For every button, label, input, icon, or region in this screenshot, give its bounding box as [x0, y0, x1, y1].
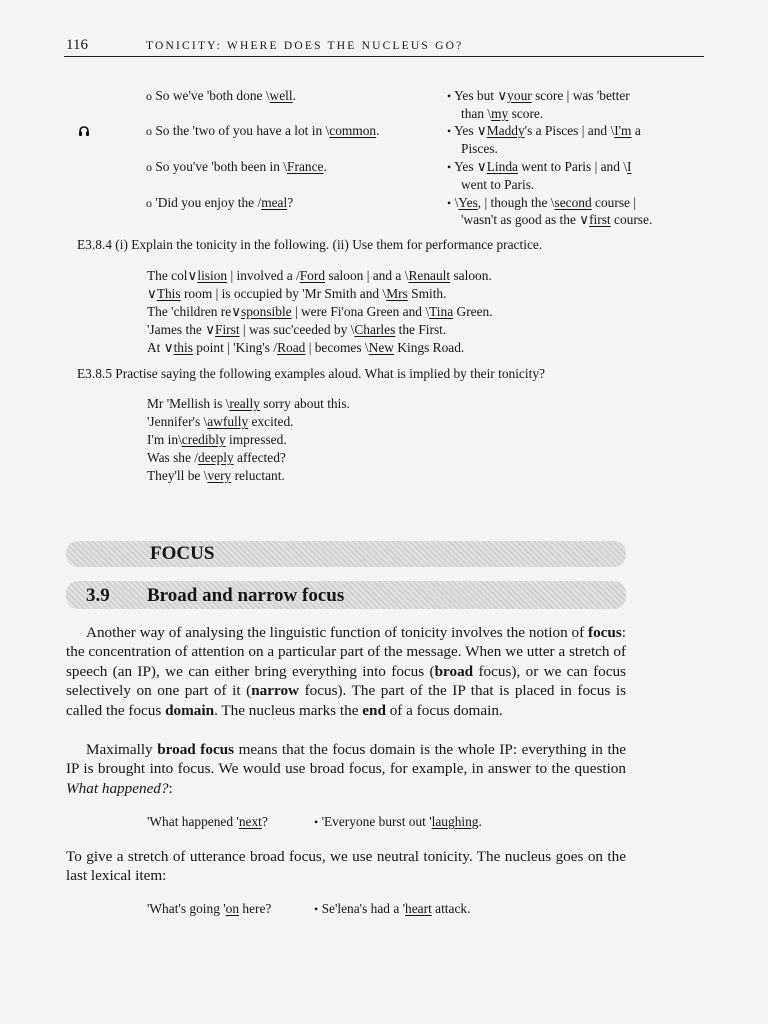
text-segment: score | was 'better: [531, 88, 630, 103]
example-line: [147, 339, 493, 357]
example-question-1: [147, 814, 268, 830]
tone-mark: ∨: [476, 159, 487, 174]
list-marker: o: [146, 160, 152, 174]
nucleus-word: lision: [197, 268, 228, 283]
text-segment: 'What happened ': [147, 814, 239, 829]
dialog-left-3: [146, 158, 327, 176]
dialog-right-4: [447, 194, 636, 212]
text-segment: ∨: [231, 304, 242, 319]
tone-mark: \: [454, 195, 459, 210]
answer-text: [322, 814, 482, 829]
nucleus-word: really: [229, 396, 260, 411]
nucleus-word: on: [225, 901, 240, 916]
tone-mark: \: [325, 123, 330, 138]
text-segment: So we've 'both done: [155, 88, 266, 103]
text-segment: .: [376, 123, 380, 138]
text-segment: room | is occupied by 'Mr Smith and: [180, 286, 383, 301]
text-segment: \: [382, 286, 387, 301]
nucleus-word: Road: [277, 340, 306, 355]
dialog-left-4: [146, 194, 293, 212]
text-segment: 'What's going ': [147, 901, 226, 916]
tone-mark: /: [257, 195, 262, 210]
text-segment: point | 'King's: [192, 340, 274, 355]
text-segment: /: [296, 268, 300, 283]
bullet: •: [447, 124, 452, 138]
nucleus-word: Tina: [429, 304, 454, 319]
text-segment: Smith.: [407, 286, 447, 301]
text-segment: Pisces.: [461, 141, 498, 156]
text-segment: affected?: [233, 450, 286, 465]
italic-text: What happened?: [66, 779, 169, 797]
nucleus-word: Mrs: [386, 286, 408, 301]
paragraph-text: [66, 740, 626, 798]
example-line: [147, 285, 493, 303]
bold-term: broad focus: [157, 741, 235, 758]
dialog-left-1: [146, 87, 296, 105]
text-segment: : the concentration of attention on a particular part of the message. When we utter a stretch of speech (an IP), we can either bring everything into focus (: [66, 624, 626, 680]
nucleus-word: New: [368, 340, 394, 355]
nucleus-word: I'm: [614, 123, 632, 138]
exercise-list-e384: [147, 267, 493, 357]
text-segment: :: [168, 779, 173, 797]
nucleus-word: I: [627, 159, 632, 174]
text-segment: 'wasn't as good as the: [461, 212, 580, 227]
dialog-left-2: [146, 122, 379, 140]
example-line: [147, 303, 493, 321]
section-title: Broad and narrow focus: [147, 585, 345, 606]
example-question-2: [147, 901, 271, 917]
nucleus-word: very: [207, 468, 232, 483]
nucleus-word: sponsible: [241, 304, 292, 319]
text-segment: 'Did you enjoy the: [155, 195, 258, 210]
text-segment: went to Paris | and: [517, 159, 624, 174]
text-segment: At: [147, 340, 164, 355]
text-segment: So you've 'both been in: [155, 159, 284, 174]
bullet: •: [447, 160, 452, 174]
text-segment: focus). The part of the IP that is placed in focus is called the focus: [66, 682, 626, 719]
example-line: [147, 267, 493, 285]
text-segment: course |: [591, 195, 637, 210]
text-segment: impressed.: [225, 432, 287, 447]
nucleus-word: awfully: [207, 414, 249, 429]
text-segment: here?: [239, 901, 272, 916]
dialog-right-3: [447, 158, 631, 176]
example-line: [147, 467, 350, 485]
bold-term: domain: [165, 701, 215, 719]
text-segment: | becomes: [305, 340, 365, 355]
dialog-right-4-line2: [461, 211, 652, 229]
text-segment: Yes: [454, 159, 477, 174]
nucleus-word: France: [287, 159, 324, 174]
nucleus-word: well: [269, 88, 293, 103]
example-line: [147, 449, 350, 467]
text-segment: \: [203, 468, 208, 483]
answer-text: [322, 901, 471, 916]
text-segment: Yes: [454, 123, 477, 138]
list-marker: o: [146, 196, 152, 210]
text-segment: Yes but: [454, 88, 498, 103]
bold-term: broad: [434, 662, 474, 680]
text-segment: /: [194, 450, 198, 465]
text-segment: ∨: [147, 286, 157, 301]
text-segment: ?: [261, 814, 268, 829]
nucleus-word: common: [329, 123, 377, 138]
text-segment: than: [461, 106, 488, 121]
text-segment: \: [404, 268, 409, 283]
exercise-heading-e385: E3.8.5 Practise saying the following examples aloud. What is implied by their tonicity?: [77, 366, 545, 381]
nucleus-word: Charles: [354, 322, 396, 337]
example-line: [147, 395, 350, 413]
example-answer-2: [314, 901, 470, 917]
text-segment: sorry about this.: [259, 396, 350, 411]
nucleus-word: Renault: [408, 268, 451, 283]
dialog-right-1: [447, 87, 630, 105]
nucleus-word: next: [238, 814, 262, 829]
text-segment: Mr 'Mellish is: [147, 396, 226, 411]
dialog-right-3-line2: [461, 176, 534, 194]
text-segment: of a focus domain.: [385, 701, 503, 719]
nucleus-word: meal: [261, 195, 288, 210]
nucleus-word: this: [173, 340, 193, 355]
example-line: [147, 431, 350, 449]
paragraph-text: To give a stretch of utterance broad focus, we use neutral tonicity. The nucleus goes on the last lexical item:: [66, 848, 626, 885]
text-segment: .: [292, 88, 296, 103]
nucleus-word: Linda: [486, 159, 518, 174]
text-segment: \: [225, 396, 230, 411]
text-segment: saloon | and a: [325, 268, 405, 283]
text-segment: , | though the: [477, 195, 551, 210]
text-segment: means that the focus domain is the whole IP: everything in the IP is brought into focus. We would use broad focus, for example, in answer to the question: [66, 741, 627, 778]
text-segment: focus), or we can focus selectively on one part of it (: [66, 662, 626, 700]
text-segment: ∨: [187, 268, 198, 283]
text-segment: reluctant.: [231, 468, 285, 483]
text-segment: | involved a: [227, 268, 296, 283]
tone-mark: \: [265, 88, 270, 103]
text-segment: The col: [147, 268, 188, 283]
paragraph-2: [66, 740, 626, 798]
bullet: •: [314, 815, 319, 829]
header-rule: [64, 56, 704, 57]
bullet: •: [447, 196, 452, 210]
nucleus-word: second: [554, 195, 592, 210]
dialog-right-1-line2: [461, 105, 543, 123]
nucleus-word: laughing: [431, 814, 479, 829]
tone-mark: \: [550, 195, 555, 210]
example-line: [147, 321, 493, 339]
tone-mark: \: [623, 159, 628, 174]
text-segment: ?: [287, 195, 294, 210]
tone-mark: \: [283, 159, 288, 174]
text-segment: Was she: [147, 450, 195, 465]
text-segment: Another way of analysing the linguistic function of tonicity involves the notion of: [86, 624, 589, 641]
nucleus-word: This: [156, 286, 181, 301]
paragraph-3: [66, 847, 626, 886]
exercise-list-e385: [147, 395, 350, 485]
exercise-heading-e384: E3.8.4 (i) Explain the tonicity in the following. (ii) Use them for performance practice.: [77, 237, 543, 252]
bold-term: narrow: [251, 682, 300, 700]
nucleus-word: your: [507, 88, 532, 103]
text-segment: attack.: [431, 901, 471, 916]
bullet: •: [447, 89, 452, 103]
text-segment: | were Fi'ona Green and: [291, 304, 426, 319]
text-segment: I'm in: [147, 432, 179, 447]
tone-mark: \: [610, 123, 615, 138]
text-segment: \: [203, 414, 208, 429]
text-segment: So the 'two of you have a lot in: [155, 123, 326, 138]
text-segment: 'Jennifer's: [147, 414, 204, 429]
text-segment: score.: [508, 106, 544, 121]
text-segment: .: [478, 814, 482, 829]
bold-term: focus: [588, 624, 622, 641]
text-segment: went to Paris.: [461, 177, 535, 192]
text-segment: They'll be: [147, 468, 204, 483]
nucleus-word: heart: [405, 901, 432, 916]
section-number: 3.9: [86, 585, 110, 606]
tone-mark: ∨: [497, 88, 508, 103]
paragraph-text: [66, 623, 626, 720]
text-segment: ∨: [163, 340, 174, 355]
text-segment: . The nucleus marks the: [214, 701, 363, 719]
tone-mark: ∨: [476, 123, 487, 138]
tone-mark: ∨: [579, 212, 590, 227]
nucleus-word: deeply: [198, 450, 234, 465]
list-marker: o: [146, 89, 152, 103]
dialog-right-2-line2: [461, 140, 498, 158]
nucleus-word: First: [215, 322, 240, 337]
text-segment: excited.: [248, 414, 294, 429]
text-segment: \: [350, 322, 355, 337]
page-number: 116: [66, 37, 88, 53]
text-segment: .: [323, 159, 327, 174]
nucleus-word: Maddy: [486, 123, 525, 138]
text-segment: \: [425, 304, 430, 319]
text-segment: 'Everyone burst out ': [321, 814, 432, 829]
bullet: •: [314, 902, 319, 916]
audio-icon: [78, 125, 90, 137]
nucleus-word: my: [491, 106, 509, 121]
text-segment: saloon.: [450, 268, 492, 283]
text-segment: \: [364, 340, 369, 355]
bold-term: end: [362, 701, 386, 719]
text-segment: 'James the: [147, 322, 206, 337]
text-segment: Green.: [453, 304, 493, 319]
paragraph-1: [66, 623, 626, 720]
text-segment: /: [273, 340, 278, 355]
list-marker: o: [146, 124, 152, 138]
text-segment: a: [631, 123, 641, 138]
text-segment: Se'lena's had a ': [321, 901, 406, 916]
example-line: [147, 413, 350, 431]
focus-band-label: FOCUS: [150, 543, 215, 564]
nucleus-word: Ford: [299, 268, 326, 283]
text-segment: ∨: [205, 322, 216, 337]
nucleus-word: Yes: [458, 195, 478, 210]
nucleus-word: credibly: [181, 432, 226, 447]
text-segment: The 'children re: [147, 304, 232, 319]
text-segment: \: [178, 432, 182, 447]
text-segment: 's a Pisces | and: [524, 123, 611, 138]
example-answer-1: [314, 814, 482, 830]
text-segment: Maximally: [86, 741, 158, 758]
text-segment: Kings Road.: [393, 340, 465, 355]
text-segment: the First.: [395, 322, 447, 337]
text-segment: | was suc'ceeded by: [239, 322, 351, 337]
dialog-right-2: [447, 122, 641, 140]
text-segment: course.: [610, 212, 653, 227]
nucleus-word: first: [589, 212, 611, 227]
tone-mark: \: [487, 106, 492, 121]
running-title: TONICITY: WHERE DOES THE NUCLEUS GO?: [146, 40, 464, 52]
